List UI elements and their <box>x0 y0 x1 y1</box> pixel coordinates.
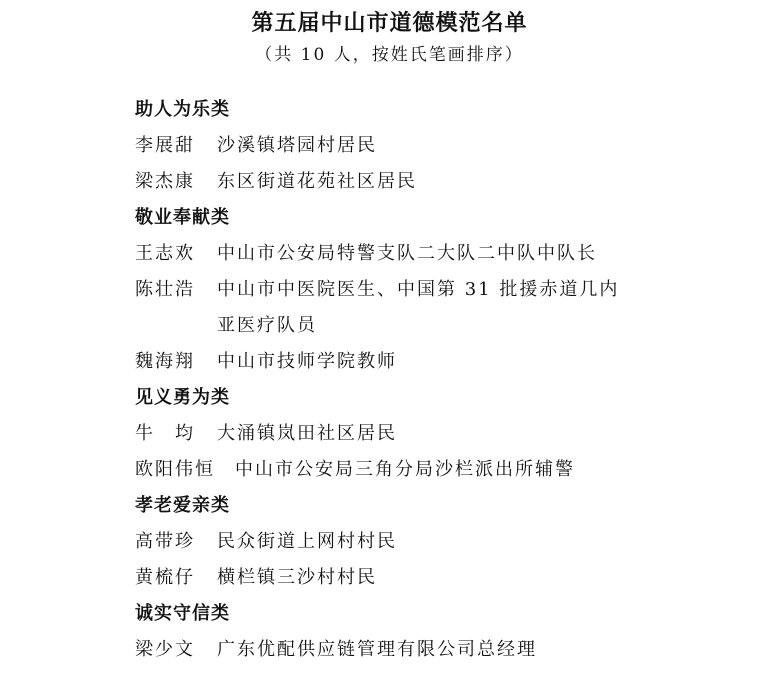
list-item <box>135 236 735 272</box>
honoree-name: 李展甜 <box>135 135 195 156</box>
list-item <box>135 344 735 380</box>
category-heading: 诚实守信类 <box>135 603 230 624</box>
honoree-description: 广东优配供应链管理有限公司总经理 <box>217 639 537 660</box>
category-heading: 见义勇为类 <box>135 387 230 408</box>
honoree-description: 大涌镇岚田社区居民 <box>217 423 397 444</box>
document-subtitle: （共 10 人，按姓氏笔画排序） <box>255 45 524 65</box>
honoree-name: 魏海翔 <box>135 351 195 372</box>
list-item <box>135 560 735 596</box>
document-title: 第五届中山市道德模范名单 <box>251 10 528 36</box>
honoree-description: 中山市公安局特警支队二大队二中队中队长 <box>217 243 597 264</box>
honoree-name: 王志欢 <box>135 243 195 264</box>
honoree-name: 黄梳仔 <box>135 567 195 588</box>
honoree-name: 陈壮浩 <box>135 279 195 300</box>
category-heading: 助人为乐类 <box>135 99 230 120</box>
honoree-description: 民众街道上网村村民 <box>217 531 397 552</box>
list-item <box>135 452 735 488</box>
list-item <box>135 524 735 560</box>
honoree-description: 东区街道花苑社区居民 <box>217 171 417 192</box>
honoree-description: 中山市技师学院教师 <box>217 351 397 372</box>
honoree-name: 高带珍 <box>135 531 195 552</box>
list-item <box>135 164 735 200</box>
honoree-name: 梁少文 <box>135 639 195 660</box>
honoree-description: 沙溪镇塔园村居民 <box>217 135 377 156</box>
list-item <box>135 632 735 668</box>
honoree-name: 梁杰康 <box>135 171 195 192</box>
category-heading: 孝老爱亲类 <box>135 495 230 516</box>
honoree-name: 欧阳伟恒 <box>135 459 215 480</box>
honoree-list <box>135 92 735 668</box>
honoree-description: 中山市公安局三角分局沙栏派出所辅警 <box>235 459 575 480</box>
list-item <box>135 416 735 452</box>
list-item <box>135 128 735 164</box>
list-item <box>135 272 735 344</box>
honoree-description: 中山市中医院医生、中国第 31 批援赤道几内亚医疗队员 <box>217 279 620 336</box>
category-heading: 敬业奉献类 <box>135 207 230 228</box>
honoree-description: 横栏镇三沙村村民 <box>217 567 377 588</box>
honoree-name: 牛 均 <box>135 423 195 444</box>
